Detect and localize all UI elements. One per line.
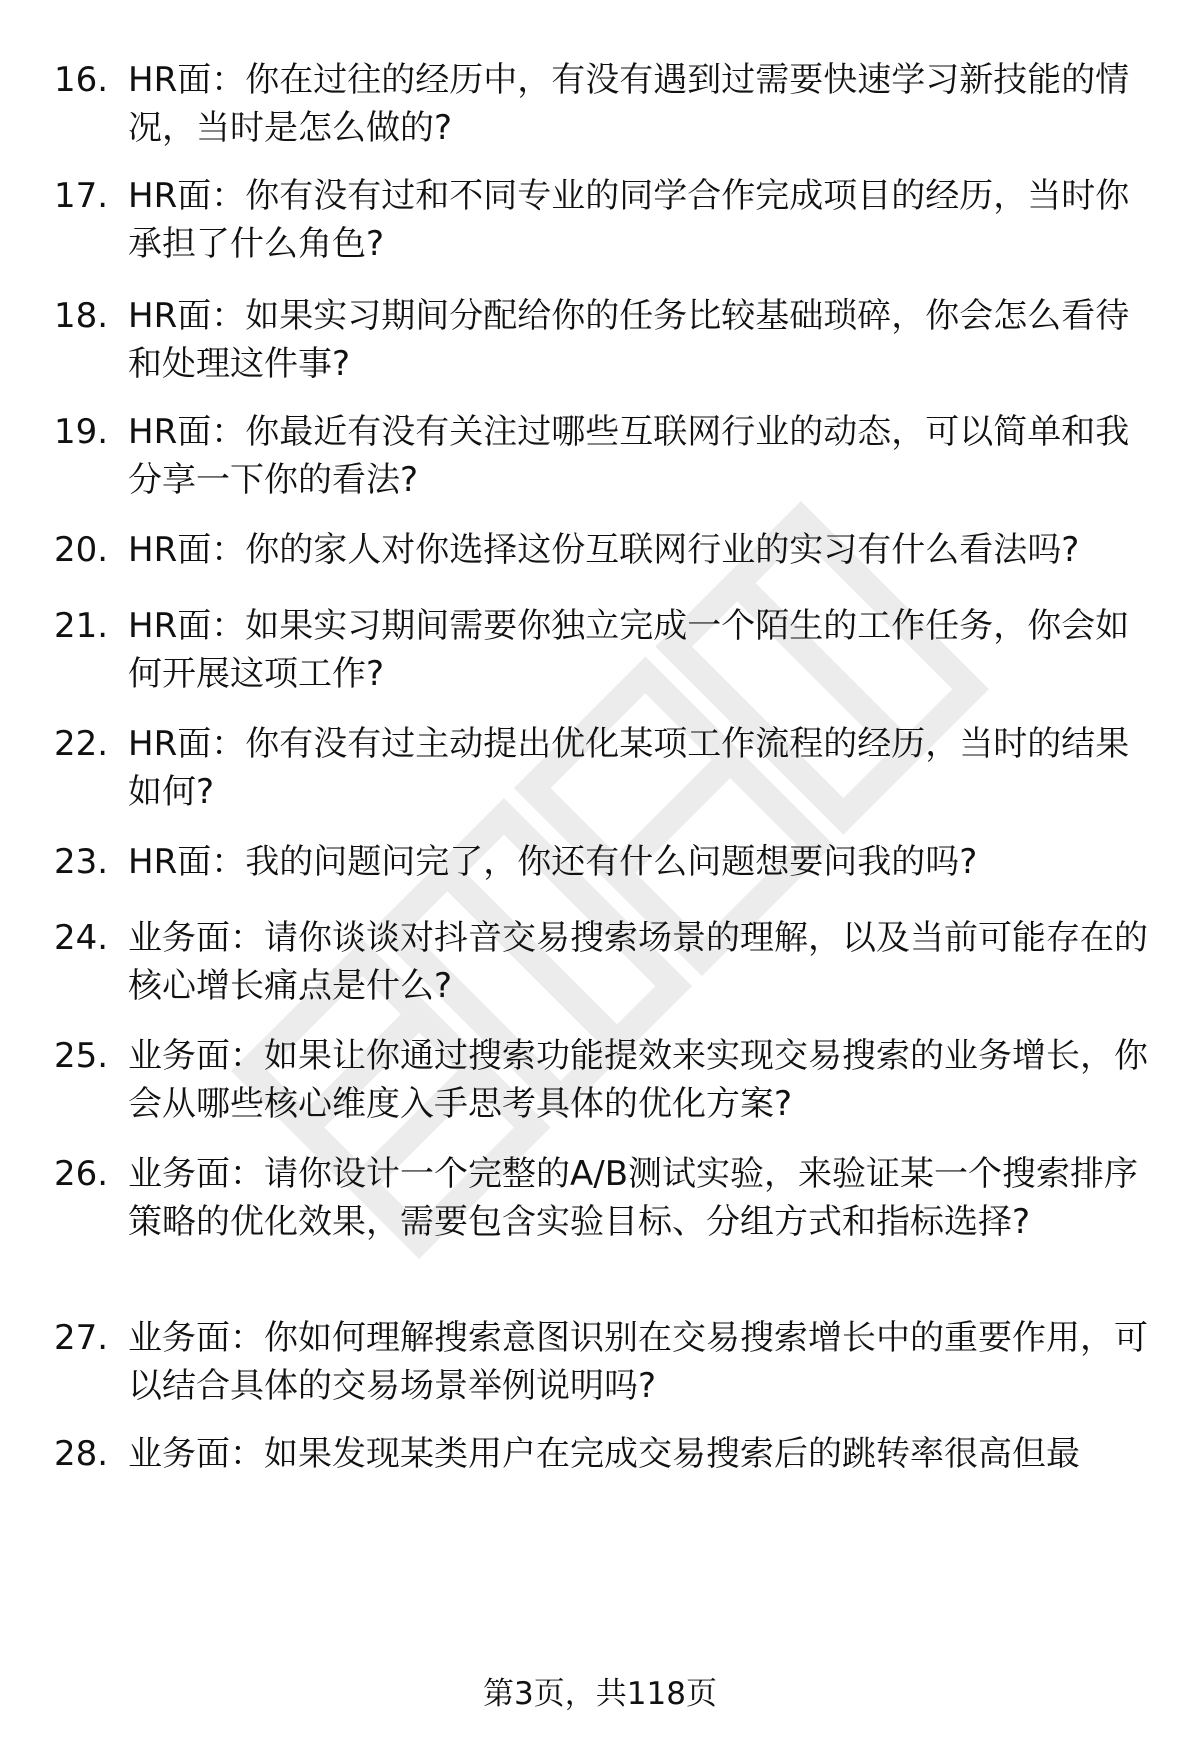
item-number: 22. [54, 724, 109, 764]
item-number: 24. [54, 918, 109, 958]
item-text: 业务面：如果让你通过搜索功能提效来实现交易搜索的业务增长，你会从哪些核心维度入手思考具体的优化方案? [128, 1036, 1148, 1124]
item-number: 28. [54, 1434, 109, 1474]
item-text: 业务面：请你设计一个完整的A/B测试实验，来验证某一个搜索排序策略的优化效果，需要包含实验目标、分组方式和指标选择? [128, 1154, 1139, 1242]
item-text: HR面：你最近有没有关注过哪些互联网行业的动态，可以简单和我分享一下你的看法? [128, 412, 1130, 500]
item-number: 26. [54, 1154, 109, 1194]
item-text: HR面：你的家人对你选择这份互联网行业的实习有什么看法吗? [128, 530, 1080, 570]
item-text: 业务面：你如何理解搜索意图识别在交易搜索增长中的重要作用，可以结合具体的交易场景举例说明吗? [128, 1318, 1148, 1406]
item-number: 25. [54, 1036, 109, 1076]
item-text: HR面：我的问题问完了，你还有什么问题想要问我的吗? [128, 842, 978, 882]
item-text: HR面：你有没有过主动提出优化某项工作流程的经历，当时的结果如何? [128, 724, 1130, 812]
item-number: 23. [54, 842, 109, 882]
item-number: 19. [54, 412, 109, 452]
item-number: 21. [54, 606, 109, 646]
item-number: 18. [54, 296, 109, 336]
item-text: HR面：如果实习期间分配给你的任务比较基础琐碎，你会怎么看待和处理这件事? [128, 296, 1130, 384]
item-text: HR面：你有没有过和不同专业的同学合作完成项目的经历，当时你承担了什么角色? [128, 176, 1130, 264]
page-number: 第3页，共118页 [483, 1676, 717, 1712]
item-number: 16. [54, 60, 109, 100]
item-number: 17. [54, 176, 109, 216]
item-text: HR面：你在过往的经历中，有没有遇到过需要快速学习新技能的情况，当时是怎么做的? [128, 60, 1130, 148]
item-text: HR面：如果实习期间需要你独立完成一个陌生的工作任务，你会如何开展这项工作? [128, 606, 1130, 694]
item-text: 业务面：如果发现某类用户在完成交易搜索后的跳转率很高但最 [128, 1434, 1080, 1474]
item-number: 27. [54, 1318, 109, 1358]
item-number: 20. [54, 530, 109, 570]
item-text: 业务面：请你谈谈对抖音交易搜索场景的理解，以及当前可能存在的核心增长痛点是什么? [128, 918, 1148, 1006]
